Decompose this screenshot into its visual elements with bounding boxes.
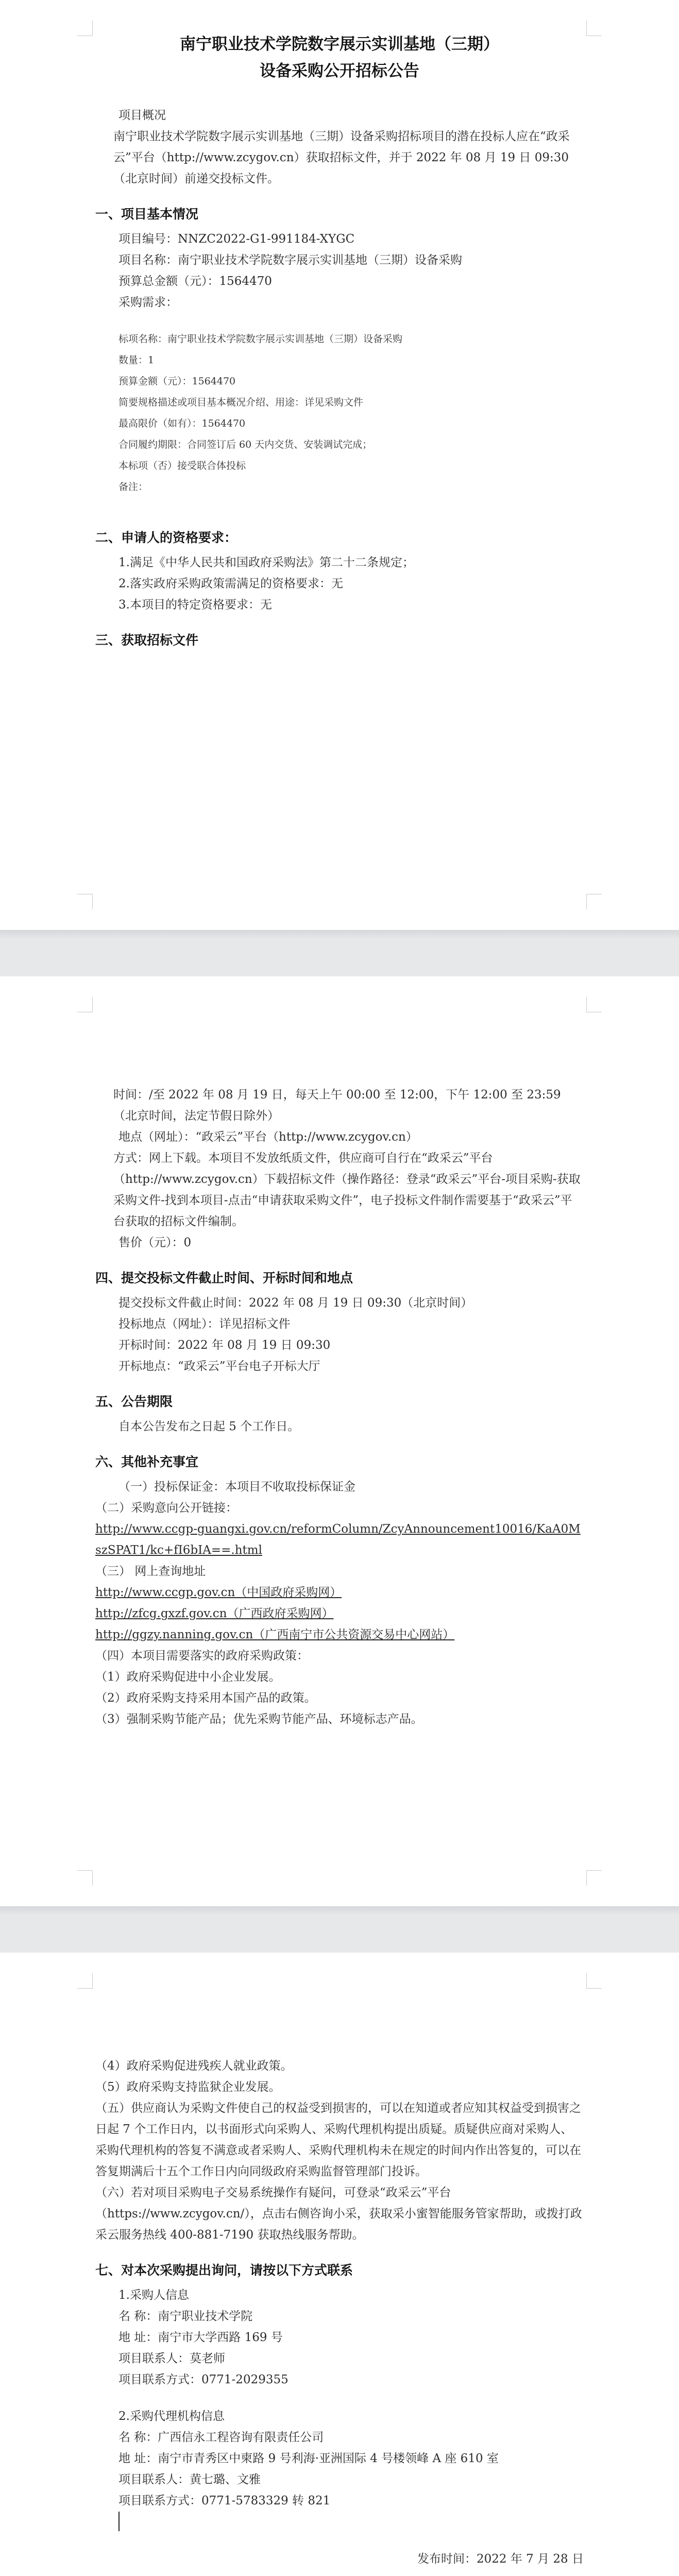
page-gap <box>0 1906 679 1953</box>
gxzf-link[interactable]: http://zfcg.gxzf.gov.cn（广西政府采购网） <box>95 1607 334 1620</box>
project-name: 项目名称：南宁职业技术学院数字展示实训基地（三期）设备采购 <box>118 253 462 267</box>
agent-address: 地 址：南宁市青秀区中柬路 9 号利海·亚洲国际 4 号楼领峰 A 座 610 室 <box>118 2452 499 2465</box>
supplement-line: （一）投标保证金：本项目不收取投标保证金 <box>118 1480 355 1494</box>
ggzy-link[interactable]: http://ggzy.nanning.gov.cn（广西南宁市公共资源交易中心网站） <box>95 1628 455 1641</box>
acquire-method: 方式：网上下载。本项目不发放纸质文件，供应商可自行在“政采云”平台（http://www.zcygov.cn）下载招标文件（操作路径：登录“政采云”平台-项目采购-获取采购文件-找到本项目-点击“申请获取采购文件”，电子投标文件制作需要基于“政采云”平台获取的招标文件编制。 <box>113 1151 581 1228</box>
crop-mark <box>586 1870 602 1886</box>
detail-line: 预算金额（元）：1564470 <box>118 376 236 387</box>
document-subtitle: 设备采购公开招标公告 <box>260 62 419 80</box>
detail-line: 数量：1 <box>118 354 155 366</box>
deadline-line: 投标地点（网址）：详见招标文件 <box>118 1317 291 1331</box>
document-page-2 <box>0 976 679 1906</box>
section-heading-4: 四、提交投标文件截止时间、开标时间和地点 <box>95 1270 353 1285</box>
ccgp-link[interactable]: http://www.ccgp.gov.cn（中国政府采购网） <box>95 1586 342 1599</box>
qualification-item: 2.落实政府采购政策需满足的资格要求：无 <box>118 577 343 590</box>
crop-mark <box>77 894 93 909</box>
document-title: 南宁职业技术学院数字展示实训基地（三期） <box>180 35 499 54</box>
crop-mark <box>586 997 602 1012</box>
requirements-label: 采购需求： <box>118 296 178 309</box>
section-heading-5: 五、公告期限 <box>95 1394 173 1409</box>
document-page-3 <box>0 1953 679 2576</box>
crop-mark <box>586 894 602 909</box>
detail-line: 简要规格描述或项目基本概况介绍、用途：详见采购文件 <box>118 397 364 408</box>
project-number: 项目编号：NNZC2022-G1-991184-XYGC <box>118 232 355 246</box>
buyer-phone: 项目联系方式：0771-2029355 <box>118 2373 288 2386</box>
detail-line: 合同履约期限：合同签订后 60 天内交货、安装调试完成； <box>118 439 372 450</box>
procurement-intent-link[interactable]: http://www.ccgp-guangxi.gov.cn/reformColumn/ZcyAnnouncement10016/KaA0MszSPAT1/kc+fI6bIA==.html <box>95 1522 581 1557</box>
crop-mark <box>77 1870 93 1886</box>
policy-item: （4）政府采购促进残疾人就业政策。 <box>95 2059 293 2073</box>
policy-item: （5）政府采购支持监狱企业发展。 <box>95 2080 281 2094</box>
crop-mark <box>77 997 93 1012</box>
supplement-line: （二）采购意向公开链接： <box>95 1501 237 1515</box>
crop-mark <box>77 21 93 36</box>
agent-contact: 项目联系人：黄七璐、文雅 <box>118 2473 261 2486</box>
crop-mark <box>77 1973 93 1989</box>
section-heading-3: 三、获取招标文件 <box>95 633 199 648</box>
buyer-address: 地 址：南宁市大学西路 169 号 <box>118 2331 283 2344</box>
deadline-line: 提交投标文件截止时间：2022 年 08 月 19 日 09:30（北京时间） <box>118 1296 473 1310</box>
publish-date: 发布时间：2022 年 7 月 28 日 <box>417 2552 584 2566</box>
budget-total: 预算总金额（元）：1564470 <box>118 275 272 288</box>
document-page-1 <box>0 0 679 930</box>
detail-line: 本标项（否）接受联合体投标 <box>118 460 246 471</box>
system-help-text: （六）若对项目采购电子交易系统操作有疑问，可登录“政采云”平台（https://www.zcygov.cn/），点击右侧咨询小采，获取采小蜜智能服务管家帮助，或拨打政采云服务热线 400-881-7190 获取热线服务帮助。 <box>95 2186 582 2242</box>
overview-label: 项目概况 <box>118 109 166 122</box>
notice-period: 自本公告发布之日起 5 个工作日。 <box>118 1420 300 1433</box>
detail-line: 标项名称：南宁职业技术学院数字展示实训基地（三期）设备采购 <box>118 333 403 345</box>
acquire-place: 地点（网址）：“政采云”平台（http://www.zcygov.cn） <box>118 1130 418 1144</box>
section-heading-7: 七、对本次采购提出询问，请按以下方式联系 <box>95 2263 353 2278</box>
section-heading-6: 六、其他补充事宜 <box>95 1454 199 1469</box>
buyer-name: 名 称：南宁职业技术学院 <box>118 2310 253 2323</box>
buyer-contact: 项目联系人：莫老师 <box>118 2352 225 2365</box>
section-heading-2: 二、申请人的资格要求： <box>95 530 237 545</box>
page-gap <box>0 930 679 976</box>
detail-line: 备注： <box>118 481 148 493</box>
crop-mark <box>586 21 602 36</box>
qualification-item: 3.本项目的特定资格要求：无 <box>118 598 272 612</box>
section-heading-1: 一、项目基本情况 <box>95 207 199 222</box>
supplement-line: （三） 网上查询地址 <box>95 1565 206 1578</box>
crop-mark <box>586 1973 602 1989</box>
agent-name: 名 称：广西信永工程咨询有限责任公司 <box>118 2431 324 2444</box>
policy-item: （2）政府采购支持采用本国产品的政策。 <box>95 1691 316 1705</box>
text-cursor <box>118 2512 120 2531</box>
agent-phone: 项目联系方式：0771-5783329 转 821 <box>118 2494 331 2507</box>
qualification-item: 1.满足《中华人民共和国政府采购法》第二十二条规定； <box>118 556 414 569</box>
buyer-title: 1.采购人信息 <box>118 2289 189 2302</box>
deadline-line: 开标时间：2022 年 08 月 19 日 09:30 <box>118 1338 331 1352</box>
complaint-text: （五）供应商认为采购文件使自己的权益受到损害的，可以在知道或者应知其权益受到损害之日起 7 个工作日内，以书面形式向采购人、采购代理机构提出质疑。质疑供应商对采购人、采购代理机构的答复不满意或者采购人、采购代理机构未在规定的时间内作出答复的，可以在答复期满后十五个工作日内向同级政府采购监督管理部门投诉。 <box>95 2102 581 2178</box>
acquire-price: 售价（元）：0 <box>118 1236 192 1249</box>
acquire-time: 时间：/至 2022 年 08 月 19 日，每天上午 00:00 至 12:00，下午 12:00 至 23:59（北京时间，法定节假日除外） <box>113 1088 561 1123</box>
policy-item: （3）强制采购节能产品；优先采购节能产品、环境标志产品。 <box>95 1713 423 1726</box>
deadline-line: 开标地点：“政采云”平台电子开标大厅 <box>118 1360 320 1373</box>
supplement-line: （四）本项目需要落实的政府采购政策： <box>95 1649 309 1663</box>
detail-line: 最高限价（如有）：1564470 <box>118 418 246 429</box>
policy-item: （1）政府采购促进中小企业发展。 <box>95 1670 281 1684</box>
overview-text: 南宁职业技术学院数字展示实训基地（三期）设备采购招标项目的潜在投标人应在“政采云”平台（http://www.zcygov.cn）获取招标文件，并于 2022 年 08 月 19 日 09:30（北京时间）前递交投标文件。 <box>113 130 570 185</box>
agent-title: 2.采购代理机构信息 <box>118 2410 225 2423</box>
